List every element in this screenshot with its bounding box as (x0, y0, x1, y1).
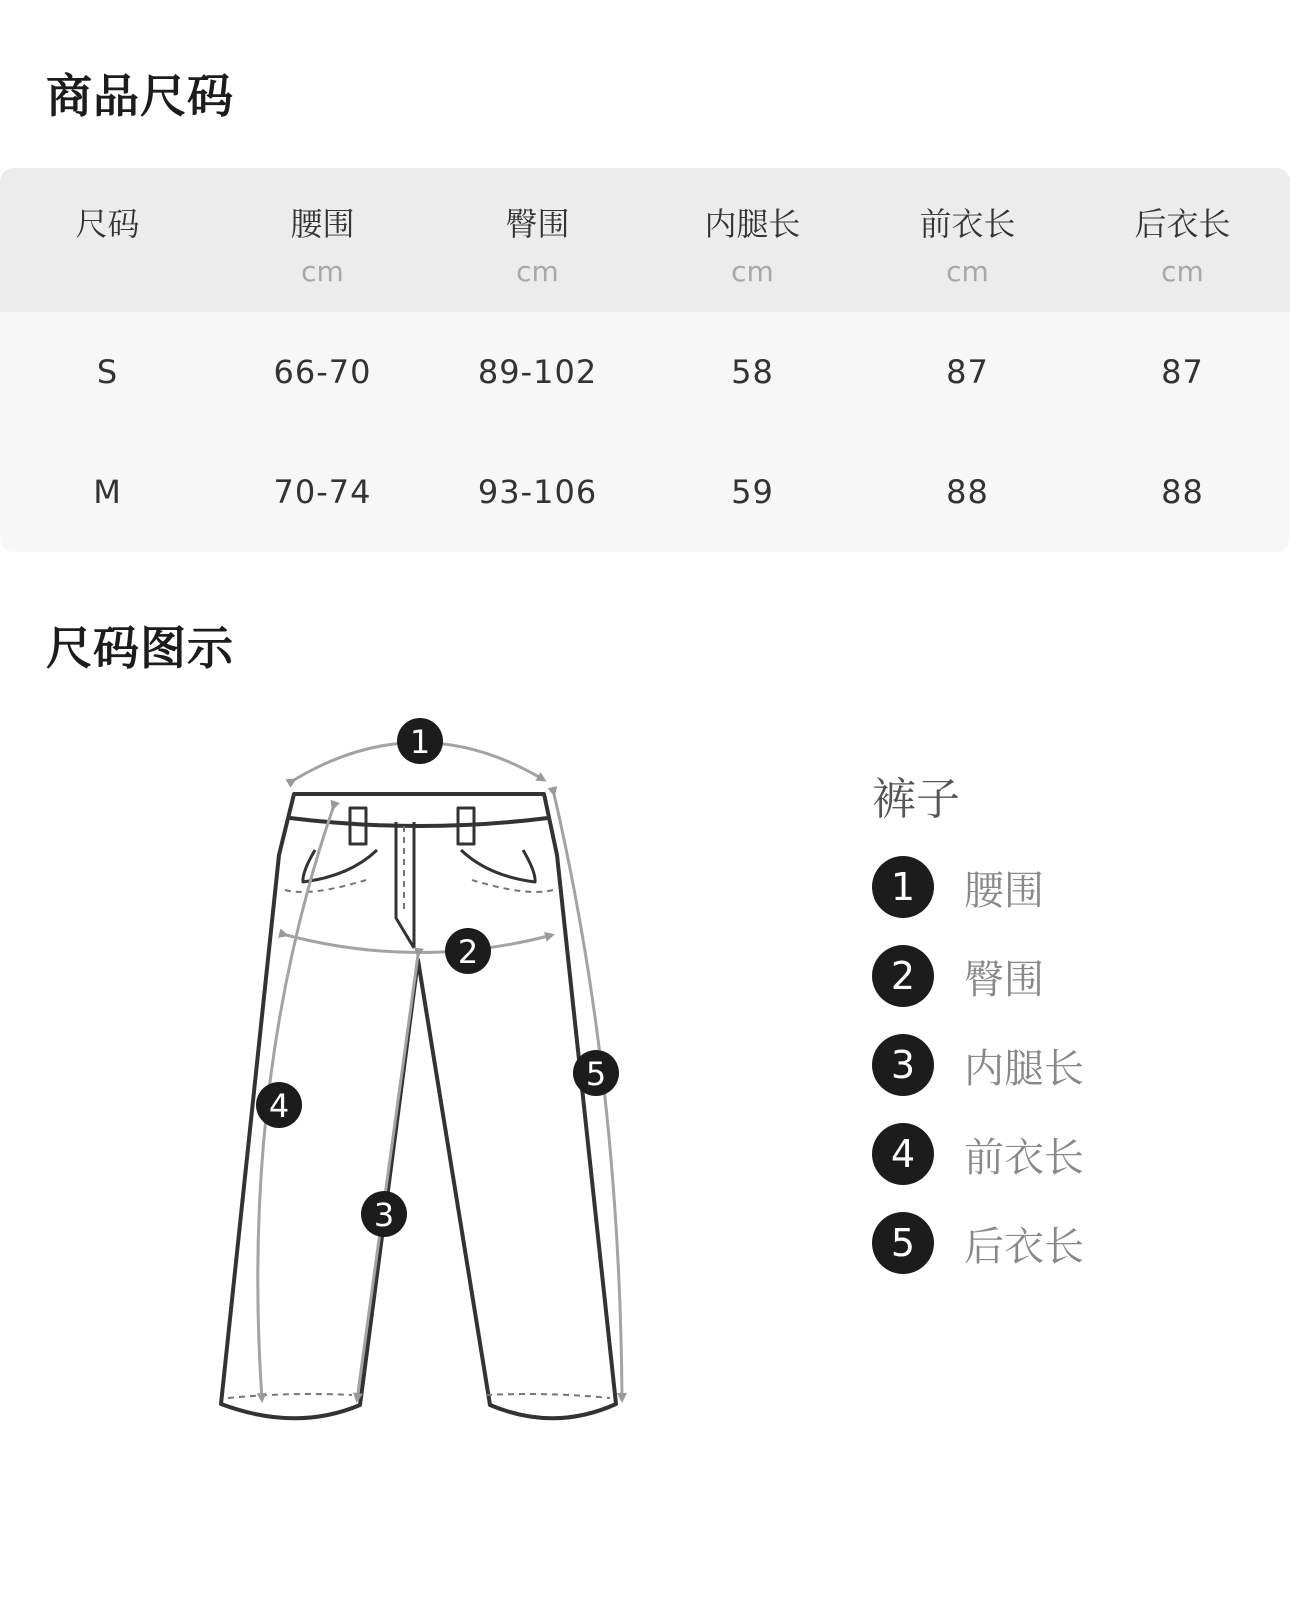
size-table-header (0, 168, 1290, 312)
header-unit: cm (516, 255, 559, 288)
legend-label: 后衣长 (964, 1223, 1084, 1270)
number-badge: 5 (872, 1212, 934, 1274)
number-badge: 1 (872, 856, 934, 918)
table-cell: 58 (731, 353, 774, 391)
legend-title: 裤子 (872, 774, 960, 825)
table-cell: M (93, 473, 122, 511)
table-cell: 88 (1161, 473, 1204, 511)
table-row (0, 432, 1290, 552)
header-label: 后衣长 (1134, 205, 1231, 243)
header-unit: cm (1161, 255, 1204, 288)
diagram-marker-4 (256, 1082, 302, 1128)
diagram-marker-5 (573, 1050, 619, 1096)
header-waist (215, 168, 430, 312)
legend-label: 臀围 (964, 956, 1044, 1003)
svg-text:2: 2 (457, 933, 479, 971)
header-unit: cm (731, 255, 774, 288)
header-unit: cm (946, 255, 989, 288)
number-badge: 4 (872, 1123, 934, 1185)
header-label: 前衣长 (919, 205, 1016, 243)
size-table-title: 商品尺码 (46, 69, 234, 123)
header-hip (430, 168, 645, 312)
legend-item (872, 945, 1084, 1007)
table-cell: 89-102 (477, 353, 598, 391)
pants-diagram (200, 700, 660, 1440)
number-badge: 2 (872, 945, 934, 1007)
diagram-marker-2 (445, 928, 491, 974)
table-row (0, 312, 1290, 432)
svg-text:3: 3 (373, 1196, 395, 1234)
table-cell: 66-70 (273, 353, 372, 391)
header-front-length (860, 168, 1075, 312)
table-cell: S (96, 353, 119, 391)
header-label: 尺码 (75, 205, 140, 243)
header-label: 腰围 (290, 205, 355, 243)
svg-text:4: 4 (268, 1087, 290, 1125)
diagram-legend (872, 772, 1084, 1301)
size-diagram-title: 尺码图示 (46, 621, 234, 675)
table-cell: 88 (946, 473, 989, 511)
header-label: 内腿长 (704, 205, 801, 243)
svg-text:5: 5 (585, 1055, 607, 1093)
diagram-marker-1 (397, 718, 443, 764)
legend-label: 腰围 (964, 867, 1044, 914)
table-cell: 93-106 (477, 473, 598, 511)
legend-item (872, 856, 1084, 918)
legend-label: 内腿长 (964, 1045, 1084, 1092)
legend-item (872, 1123, 1084, 1185)
size-table (0, 168, 1290, 552)
legend-item (872, 1034, 1084, 1096)
svg-text:1: 1 (409, 723, 431, 761)
legend-label: 前衣长 (964, 1134, 1084, 1181)
table-cell: 70-74 (273, 473, 372, 511)
diagram-marker-3 (361, 1191, 407, 1237)
table-cell: 87 (1161, 353, 1204, 391)
header-size (0, 168, 215, 312)
header-inseam (645, 168, 860, 312)
table-cell: 87 (946, 353, 989, 391)
header-unit: cm (301, 255, 344, 288)
table-cell: 59 (731, 473, 774, 511)
header-back-length (1075, 168, 1290, 312)
header-label: 臀围 (505, 205, 570, 243)
legend-item (872, 1212, 1084, 1274)
number-badge: 3 (872, 1034, 934, 1096)
